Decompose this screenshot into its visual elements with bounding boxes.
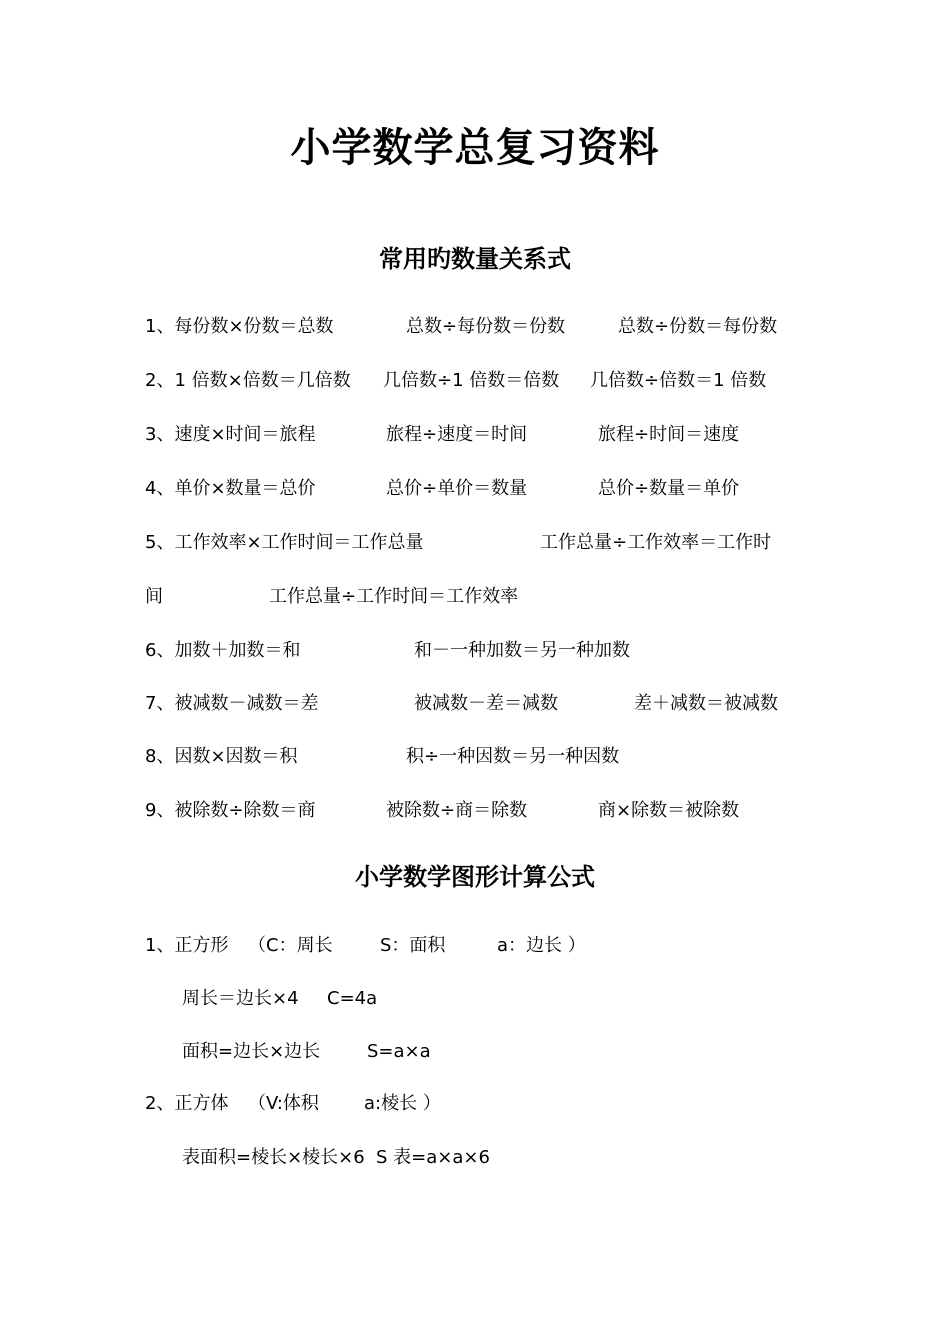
formula-text: 总价÷单价＝数量 [386,478,528,499]
formula-text: 积÷一种因数＝另一种因数 [406,746,620,767]
formula-text: 几倍数÷1 倍数＝倍数 [383,370,560,391]
geometry-row-square [0,932,950,960]
formula-text: S：面积 [380,935,446,956]
formula-text: 和－一种加数＝另一种加数 [414,640,630,661]
formula-text: 4、单价×数量＝总价 [145,478,316,499]
formula-text: （V:体积 [248,1093,319,1114]
formula-text: 差＋减数＝被减数 [634,693,778,714]
formula-row-9 [0,797,950,825]
formula-row-2 [0,367,950,395]
formula-text: S=a×a [367,1041,431,1062]
formula-text: 6、加数＋加数＝和 [145,640,301,661]
formula-text: 间 [145,586,163,607]
geometry-row-cube-surface [0,1144,950,1172]
formula-text: 8、因数×因数＝积 [145,746,298,767]
formula-text: 7、被减数－减数＝差 [145,693,319,714]
formula-text: 工作总量÷工作效率＝工作时 [540,532,772,553]
geometry-row-square-perimeter [0,985,950,1013]
formula-row-7 [0,690,950,718]
formula-row-3 [0,421,950,449]
formula-text: （C：周长 [248,935,333,956]
formula-text: 1、每份数×份数＝总数 [145,316,334,337]
formula-row-5-continued [0,583,950,611]
formula-text: S 表=a×a×6 [376,1147,490,1168]
section-heading-quantity-relations: 常用旳数量关系式 [379,245,571,273]
formula-text: 商×除数＝被除数 [598,800,740,821]
geometry-row-cube [0,1090,950,1118]
page-title: 小学数学总复习资料 [290,124,660,171]
section-heading-geometry-formulas: 小学数学图形计算公式 [355,863,595,891]
formula-row-6 [0,637,950,665]
formula-row-8 [0,743,950,771]
formula-text: 1、正方形 [145,935,229,956]
formula-text: 9、被除数÷除数＝商 [145,800,316,821]
formula-text: 总数÷份数＝每份数 [618,316,778,337]
geometry-row-square-area [0,1038,950,1066]
formula-text: a:棱长 ） [364,1093,441,1114]
formula-text: 5、工作效率×工作时间＝工作总量 [145,532,424,553]
formula-text: C=4a [327,988,378,1009]
formula-text: 旅程÷速度＝时间 [386,424,528,445]
formula-row-1 [0,313,950,341]
formula-text: 2、正方体 [145,1093,229,1114]
formula-row-4 [0,475,950,503]
formula-text: 总数÷每份数＝份数 [406,316,566,337]
formula-text: 面积=边长×边长 [182,1041,321,1062]
formula-text: a：边长 ） [497,935,586,956]
formula-text: 被除数÷商＝除数 [386,800,528,821]
formula-text: 被减数－差＝减数 [414,693,558,714]
formula-text: 表面积=棱长×棱长×6 [182,1147,365,1168]
formula-text: 几倍数÷倍数＝1 倍数 [590,370,767,391]
formula-text: 2、1 倍数×倍数＝几倍数 [145,370,351,391]
formula-text: 3、速度×时间＝旅程 [145,424,316,445]
formula-text: 周长＝边长×4 [182,988,299,1009]
formula-row-5 [0,529,950,557]
formula-text: 总价÷数量＝单价 [598,478,740,499]
formula-text: 旅程÷时间＝速度 [598,424,740,445]
formula-text: 工作总量÷工作时间＝工作效率 [269,586,519,607]
